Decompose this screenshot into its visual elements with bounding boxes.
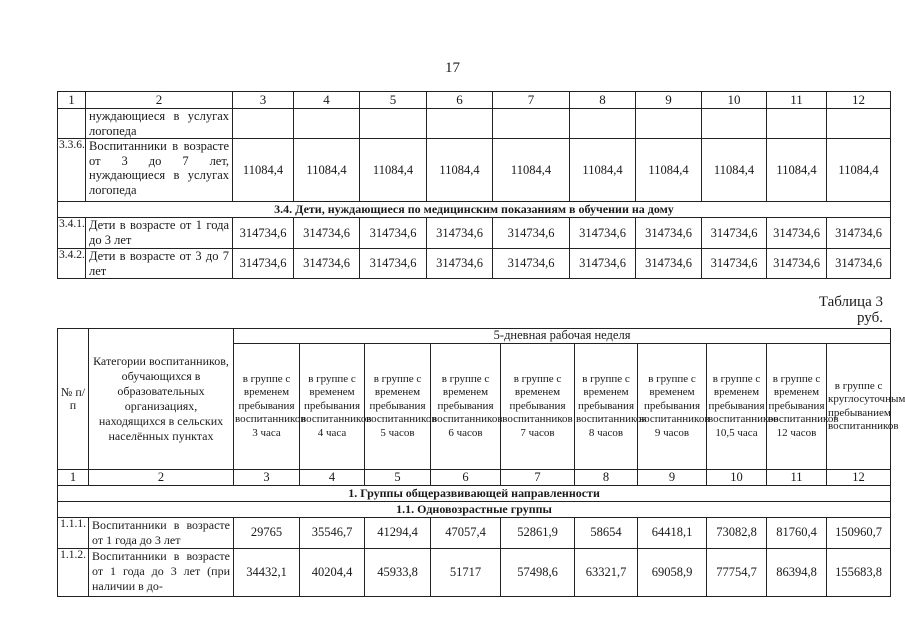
section-row bbox=[58, 202, 891, 218]
col-number: 11 bbox=[767, 470, 827, 486]
col-number: 6 bbox=[427, 92, 493, 109]
cell-value: 81760,4 bbox=[767, 518, 827, 549]
header-number: № п/п bbox=[58, 329, 89, 470]
table-row bbox=[58, 218, 891, 249]
cell-value: 11084,4 bbox=[702, 139, 767, 202]
row-description: Воспитанники в возрасте от 1 года до 3 лет (при наличии в до- bbox=[89, 549, 234, 597]
cell-value: 11084,4 bbox=[360, 139, 427, 202]
cell-value: 77754,7 bbox=[707, 549, 767, 597]
cell-value: 58654 bbox=[575, 518, 638, 549]
cell-value: 11084,4 bbox=[427, 139, 493, 202]
col-number: 7 bbox=[501, 470, 575, 486]
cell-value bbox=[767, 109, 827, 139]
cell-value: 314734,6 bbox=[493, 218, 570, 249]
cell-value: 11084,4 bbox=[294, 139, 360, 202]
col-number: 10 bbox=[702, 92, 767, 109]
col-number: 5 bbox=[360, 92, 427, 109]
cell-value: 150960,7 bbox=[827, 518, 891, 549]
cell-value: 314734,6 bbox=[827, 218, 891, 249]
section-row bbox=[58, 486, 891, 502]
cell-value: 11084,4 bbox=[827, 139, 891, 202]
cell-value: 11084,4 bbox=[636, 139, 702, 202]
table-label: Таблица 3 bbox=[818, 294, 883, 310]
cell-value: 314734,6 bbox=[570, 249, 636, 279]
currency-unit: руб. bbox=[857, 310, 883, 326]
subheader-cell: в группе с временем пребывания воспитанников 5 часов bbox=[365, 344, 431, 470]
cell-value: 34432,1 bbox=[234, 549, 300, 597]
row-description: Дети в возрасте от 3 до 7 лет bbox=[86, 249, 233, 279]
tariff-table-3 bbox=[57, 328, 905, 597]
cell-value: 314734,6 bbox=[702, 249, 767, 279]
col-number: 12 bbox=[827, 470, 891, 486]
col-number: 7 bbox=[493, 92, 570, 109]
col-number: 4 bbox=[294, 92, 360, 109]
subheader-cell: в группе с временем пребывания воспитанников 6 часов bbox=[431, 344, 501, 470]
col-number: 10 bbox=[707, 470, 767, 486]
page-number: 17 bbox=[445, 60, 460, 76]
header-row bbox=[58, 329, 891, 344]
cell-value: 47057,4 bbox=[431, 518, 501, 549]
cell-value: 314734,6 bbox=[570, 218, 636, 249]
table-row bbox=[58, 549, 891, 597]
cell-value bbox=[360, 109, 427, 139]
table-caption bbox=[819, 294, 883, 326]
row-code: 3.3.6. bbox=[58, 139, 86, 202]
row-description: нуждающиеся в услугах логопеда bbox=[86, 109, 233, 139]
cell-value: 314734,6 bbox=[767, 218, 827, 249]
cell-value: 40204,4 bbox=[300, 549, 365, 597]
row-code: 3.4.1. bbox=[58, 218, 86, 249]
cell-value bbox=[493, 109, 570, 139]
row-description: Дети в возрасте от 1 года до 3 лет bbox=[86, 218, 233, 249]
row-code bbox=[58, 109, 86, 139]
cell-value: 63321,7 bbox=[575, 549, 638, 597]
col-number: 9 bbox=[636, 92, 702, 109]
cell-value: 314734,6 bbox=[702, 218, 767, 249]
col-number: 9 bbox=[638, 470, 707, 486]
subheader-cell: в группе с временем пребывания воспитанников 9 часов bbox=[638, 344, 707, 470]
cell-value: 314734,6 bbox=[636, 218, 702, 249]
table-row bbox=[58, 139, 891, 202]
cell-value: 314734,6 bbox=[827, 249, 891, 279]
cell-value: 11084,4 bbox=[493, 139, 570, 202]
cell-value: 29765 bbox=[234, 518, 300, 549]
cell-value: 64418,1 bbox=[638, 518, 707, 549]
cell-value: 314734,6 bbox=[767, 249, 827, 279]
col-number: 11 bbox=[767, 92, 827, 109]
col-number: 3 bbox=[233, 92, 294, 109]
subheader-cell: в группе с круглосуточным пребыванием воспитанников bbox=[827, 344, 891, 470]
cell-value: 51717 bbox=[431, 549, 501, 597]
cell-value: 155683,8 bbox=[827, 549, 891, 597]
subsection-title: 1.1. Одновозрастные группы bbox=[58, 502, 891, 518]
cell-value: 35546,7 bbox=[300, 518, 365, 549]
subheader-cell: в группе с временем пребывания воспитанников 12 часов bbox=[767, 344, 827, 470]
cell-value: 11084,4 bbox=[233, 139, 294, 202]
col-number: 5 bbox=[365, 470, 431, 486]
cell-value: 41294,4 bbox=[365, 518, 431, 549]
column-number-row bbox=[58, 470, 891, 486]
col-number: 8 bbox=[570, 92, 636, 109]
cell-value: 314734,6 bbox=[636, 249, 702, 279]
cell-value: 314734,6 bbox=[360, 218, 427, 249]
header-category: Категории воспитанников, обучающихся в образовательных организациях, находящихся в сельских населённых пунктах bbox=[89, 329, 234, 470]
col-number: 2 bbox=[89, 470, 234, 486]
col-number: 6 bbox=[431, 470, 501, 486]
row-code: 1.1.2. bbox=[58, 549, 89, 597]
cell-value: 11084,4 bbox=[767, 139, 827, 202]
cell-value: 86394,8 bbox=[767, 549, 827, 597]
section-title: 3.4. Дети, нуждающиеся по медицинским показаниям в обучении на дому bbox=[58, 202, 891, 218]
cell-value: 52861,9 bbox=[501, 518, 575, 549]
col-number: 1 bbox=[58, 470, 89, 486]
cell-value bbox=[233, 109, 294, 139]
row-description: Воспитанники в возрасте от 3 до 7 лет, нуждающиеся в услугах логопеда bbox=[86, 139, 233, 202]
table-row bbox=[58, 109, 891, 139]
cell-value: 69058,9 bbox=[638, 549, 707, 597]
tariff-table-continued bbox=[57, 91, 891, 279]
subheader-cell: в группе с временем пребывания воспитанников 10,5 часа bbox=[707, 344, 767, 470]
subsection-row bbox=[58, 502, 891, 518]
cell-value: 314734,6 bbox=[427, 218, 493, 249]
cell-value: 57498,6 bbox=[501, 549, 575, 597]
header-week: 5-дневная рабочая неделя bbox=[234, 329, 891, 344]
col-number: 2 bbox=[86, 92, 233, 109]
cell-value: 314734,6 bbox=[493, 249, 570, 279]
subheader-cell: в группе с временем пребывания воспитанников 7 часов bbox=[501, 344, 575, 470]
row-code: 1.1.1. bbox=[58, 518, 89, 549]
subheader-cell: в группе с временем пребывания воспитанников 8 часов bbox=[575, 344, 638, 470]
cell-value bbox=[294, 109, 360, 139]
subheader-cell: в группе с временем пребывания воспитанников 3 часа bbox=[234, 344, 300, 470]
row-description: Воспитанники в возрасте от 1 года до 3 лет bbox=[89, 518, 234, 549]
cell-value bbox=[702, 109, 767, 139]
table-row bbox=[58, 249, 891, 279]
cell-value: 314734,6 bbox=[294, 249, 360, 279]
cell-value: 314734,6 bbox=[233, 249, 294, 279]
cell-value bbox=[427, 109, 493, 139]
cell-value: 314734,6 bbox=[294, 218, 360, 249]
row-code: 3.4.2. bbox=[58, 249, 86, 279]
cell-value: 73082,8 bbox=[707, 518, 767, 549]
cell-value: 314734,6 bbox=[427, 249, 493, 279]
cell-value: 314734,6 bbox=[360, 249, 427, 279]
section-title: 1. Группы общеразвивающей направленности bbox=[58, 486, 891, 502]
col-number: 4 bbox=[300, 470, 365, 486]
col-number: 3 bbox=[234, 470, 300, 486]
col-number: 12 bbox=[827, 92, 891, 109]
cell-value: 314734,6 bbox=[233, 218, 294, 249]
table-row bbox=[58, 518, 891, 549]
cell-value bbox=[827, 109, 891, 139]
cell-value: 11084,4 bbox=[570, 139, 636, 202]
cell-value bbox=[570, 109, 636, 139]
subheader-cell: в группе с временем пребывания воспитанников 4 часа bbox=[300, 344, 365, 470]
cell-value: 45933,8 bbox=[365, 549, 431, 597]
col-number: 8 bbox=[575, 470, 638, 486]
cell-value bbox=[636, 109, 702, 139]
col-number: 1 bbox=[58, 92, 86, 109]
column-number-row bbox=[58, 92, 891, 109]
